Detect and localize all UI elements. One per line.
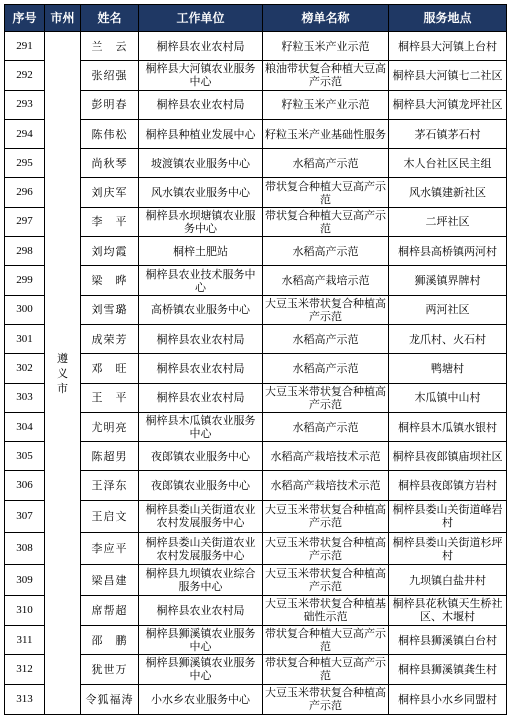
service-location-cell: 木瓜镇中山村 xyxy=(389,383,507,412)
service-location-cell: 狮溪镇界牌村 xyxy=(389,266,507,295)
list-name-cell: 大豆玉米带状复合种植高产示范 xyxy=(263,565,389,595)
table-row xyxy=(5,324,507,353)
service-location-cell: 桐梓县大河镇龙坪社区 xyxy=(389,90,507,119)
table-row xyxy=(5,471,507,500)
table-row xyxy=(5,295,507,324)
serial-cell: 309 xyxy=(5,565,45,595)
work-unit-cell: 夜郎镇农业服务中心 xyxy=(139,442,263,471)
table-row xyxy=(5,32,507,61)
work-unit-cell: 桐梓县娄山关街道农业农村发展服务中心 xyxy=(139,500,263,532)
work-unit-cell: 桐梓土肥站 xyxy=(139,237,263,266)
list-name-cell: 粮油带状复合种植大豆高产示范 xyxy=(263,61,389,90)
serial-cell: 311 xyxy=(5,626,45,655)
name-cell: 令狐福涛 xyxy=(81,684,139,714)
service-location-cell: 桐梓县狮溪镇龚生村 xyxy=(389,655,507,684)
work-unit-cell: 桐梓县农业农村局 xyxy=(139,90,263,119)
serial-cell: 302 xyxy=(5,354,45,383)
name-cell: 刘均霞 xyxy=(81,237,139,266)
list-name-cell: 水稻高产栽培技术示范 xyxy=(263,442,389,471)
roster-table xyxy=(4,4,507,715)
service-location-cell: 两河社区 xyxy=(389,295,507,324)
serial-cell: 293 xyxy=(5,90,45,119)
name-cell: 兰 云 xyxy=(81,32,139,61)
serial-cell: 291 xyxy=(5,32,45,61)
work-unit-cell: 坡渡镇农业服务中心 xyxy=(139,149,263,178)
serial-cell: 304 xyxy=(5,412,45,441)
service-location-cell: 桐梓县小水乡同盟村 xyxy=(389,684,507,714)
service-location-cell: 二坪社区 xyxy=(389,207,507,236)
list-name-cell: 带状复合种植大豆高产示范 xyxy=(263,207,389,236)
list-name-cell: 水稻高产示范 xyxy=(263,324,389,353)
work-unit-cell: 桐梓县大河镇农业服务中心 xyxy=(139,61,263,90)
service-location-cell: 桐梓县娄山关街道峰岩村 xyxy=(389,500,507,532)
name-cell: 梁昌建 xyxy=(81,565,139,595)
header-list-name: 榜单名称 xyxy=(263,5,389,32)
name-cell: 犹世万 xyxy=(81,655,139,684)
serial-cell: 303 xyxy=(5,383,45,412)
header-name: 姓名 xyxy=(81,5,139,32)
header-serial: 序号 xyxy=(5,5,45,32)
serial-cell: 306 xyxy=(5,471,45,500)
serial-cell: 312 xyxy=(5,655,45,684)
list-name-cell: 大豆玉米带状复合种植高产示范 xyxy=(263,500,389,532)
table-row xyxy=(5,61,507,90)
table-row xyxy=(5,178,507,207)
serial-cell: 297 xyxy=(5,207,45,236)
table-row xyxy=(5,565,507,595)
serial-cell: 292 xyxy=(5,61,45,90)
work-unit-cell: 桐梓县农业农村局 xyxy=(139,354,263,383)
serial-cell: 301 xyxy=(5,324,45,353)
name-cell: 张绍强 xyxy=(81,61,139,90)
work-unit-cell: 桐梓县农业技术服务中心 xyxy=(139,266,263,295)
serial-cell: 299 xyxy=(5,266,45,295)
name-cell: 成荣芳 xyxy=(81,324,139,353)
work-unit-cell: 桐梓县农业农村局 xyxy=(139,383,263,412)
list-name-cell: 籽粒玉米产业示范 xyxy=(263,32,389,61)
list-name-cell: 带状复合种植大豆高产示范 xyxy=(263,655,389,684)
work-unit-cell: 桐梓县九坝镇农业综合服务中心 xyxy=(139,565,263,595)
service-location-cell: 九坝镇白盐井村 xyxy=(389,565,507,595)
table-row xyxy=(5,207,507,236)
service-location-cell: 桐梓县狮溪镇白台村 xyxy=(389,626,507,655)
table-row xyxy=(5,684,507,714)
table-row xyxy=(5,500,507,532)
service-location-cell: 龙爪村、火石村 xyxy=(389,324,507,353)
serial-cell: 305 xyxy=(5,442,45,471)
name-cell: 刘庆军 xyxy=(81,178,139,207)
table-row xyxy=(5,119,507,148)
work-unit-cell: 桐梓县水坝塘镇农业服务中心 xyxy=(139,207,263,236)
name-cell: 王 平 xyxy=(81,383,139,412)
work-unit-cell: 风水镇农业服务中心 xyxy=(139,178,263,207)
name-cell: 李 平 xyxy=(81,207,139,236)
list-name-cell: 水稻高产示范 xyxy=(263,354,389,383)
work-unit-cell: 桐梓县娄山关街道农业农村发展服务中心 xyxy=(139,533,263,565)
serial-cell: 310 xyxy=(5,595,45,625)
table-row xyxy=(5,412,507,441)
header-city: 市州 xyxy=(45,5,81,32)
work-unit-cell: 桐梓县木瓜镇农业服务中心 xyxy=(139,412,263,441)
serial-cell: 298 xyxy=(5,237,45,266)
service-location-cell: 桐梓县花秋镇天生桥社区、木堰村 xyxy=(389,595,507,625)
city-cell xyxy=(45,32,81,715)
name-cell: 刘雪璐 xyxy=(81,295,139,324)
list-name-cell: 大豆玉米带状复合种植高产示范 xyxy=(263,684,389,714)
work-unit-cell: 桐梓县种植业发展中心 xyxy=(139,119,263,148)
work-unit-cell: 桐梓县狮溪镇农业服务中心 xyxy=(139,655,263,684)
table-row xyxy=(5,533,507,565)
work-unit-cell: 夜郎镇农业服务中心 xyxy=(139,471,263,500)
list-name-cell: 带状复合种植大豆高产示范 xyxy=(263,626,389,655)
list-name-cell: 水稻高产示范 xyxy=(263,149,389,178)
work-unit-cell: 桐梓县农业农村局 xyxy=(139,595,263,625)
list-name-cell: 大豆玉米带状复合种植高产示范 xyxy=(263,533,389,565)
table-row xyxy=(5,655,507,684)
table-row xyxy=(5,237,507,266)
service-location-cell: 鸭塘村 xyxy=(389,354,507,383)
list-name-cell: 籽粒玉米产业基础性服务 xyxy=(263,119,389,148)
table-row xyxy=(5,354,507,383)
service-location-cell: 茅石镇茅石村 xyxy=(389,119,507,148)
header-work-unit: 工作单位 xyxy=(139,5,263,32)
service-location-cell: 木人台社区民主组 xyxy=(389,149,507,178)
city-label: 遵义市 xyxy=(57,351,68,395)
name-cell: 邵 鹏 xyxy=(81,626,139,655)
list-name-cell: 水稻高产示范 xyxy=(263,237,389,266)
name-cell: 李应平 xyxy=(81,533,139,565)
service-location-cell: 桐梓县夜郎镇方岩村 xyxy=(389,471,507,500)
service-location-cell: 桐梓县大河镇上台村 xyxy=(389,32,507,61)
list-name-cell: 大豆玉米带状复合种植高产示范 xyxy=(263,383,389,412)
name-cell: 尤明亮 xyxy=(81,412,139,441)
name-cell: 陈超男 xyxy=(81,442,139,471)
table-row xyxy=(5,383,507,412)
service-location-cell: 桐梓县木瓜镇水银村 xyxy=(389,412,507,441)
name-cell: 王泽东 xyxy=(81,471,139,500)
name-cell: 尚秋琴 xyxy=(81,149,139,178)
service-location-cell: 桐梓县大河镇七二社区 xyxy=(389,61,507,90)
table-row xyxy=(5,442,507,471)
work-unit-cell: 桐梓县狮溪镇农业服务中心 xyxy=(139,626,263,655)
service-location-cell: 桐梓县夜郎镇庙坝社区 xyxy=(389,442,507,471)
name-cell: 席帮超 xyxy=(81,595,139,625)
table-row xyxy=(5,626,507,655)
serial-cell: 313 xyxy=(5,684,45,714)
table-row xyxy=(5,595,507,625)
name-cell: 梁 晔 xyxy=(81,266,139,295)
serial-cell: 295 xyxy=(5,149,45,178)
list-name-cell: 大豆玉米带状复合种植基础性示范 xyxy=(263,595,389,625)
service-location-cell: 桐梓县娄山关街道杉坪村 xyxy=(389,533,507,565)
serial-cell: 308 xyxy=(5,533,45,565)
name-cell: 王启文 xyxy=(81,500,139,532)
header-service-location: 服务地点 xyxy=(389,5,507,32)
list-name-cell: 籽粒玉米产业示范 xyxy=(263,90,389,119)
header-row xyxy=(5,5,507,32)
list-name-cell: 大豆玉米带状复合种植高产示范 xyxy=(263,295,389,324)
serial-cell: 300 xyxy=(5,295,45,324)
serial-cell: 307 xyxy=(5,500,45,532)
list-name-cell: 水稻高产栽培技术示范 xyxy=(263,471,389,500)
serial-cell: 294 xyxy=(5,119,45,148)
work-unit-cell: 桐梓县农业农村局 xyxy=(139,324,263,353)
list-name-cell: 水稻高产示范 xyxy=(263,412,389,441)
name-cell: 彭明春 xyxy=(81,90,139,119)
list-name-cell: 水稻高产栽培示范 xyxy=(263,266,389,295)
name-cell: 陈伟松 xyxy=(81,119,139,148)
serial-cell: 296 xyxy=(5,178,45,207)
work-unit-cell: 桐梓县农业农村局 xyxy=(139,32,263,61)
service-location-cell: 风水镇建新社区 xyxy=(389,178,507,207)
name-cell: 邓 旺 xyxy=(81,354,139,383)
table-row xyxy=(5,149,507,178)
list-name-cell: 带状复合种植大豆高产示范 xyxy=(263,178,389,207)
service-location-cell: 桐梓县高桥镇两河村 xyxy=(389,237,507,266)
table-row xyxy=(5,90,507,119)
work-unit-cell: 小水乡农业服务中心 xyxy=(139,684,263,714)
work-unit-cell: 高桥镇农业服务中心 xyxy=(139,295,263,324)
table-row xyxy=(5,266,507,295)
